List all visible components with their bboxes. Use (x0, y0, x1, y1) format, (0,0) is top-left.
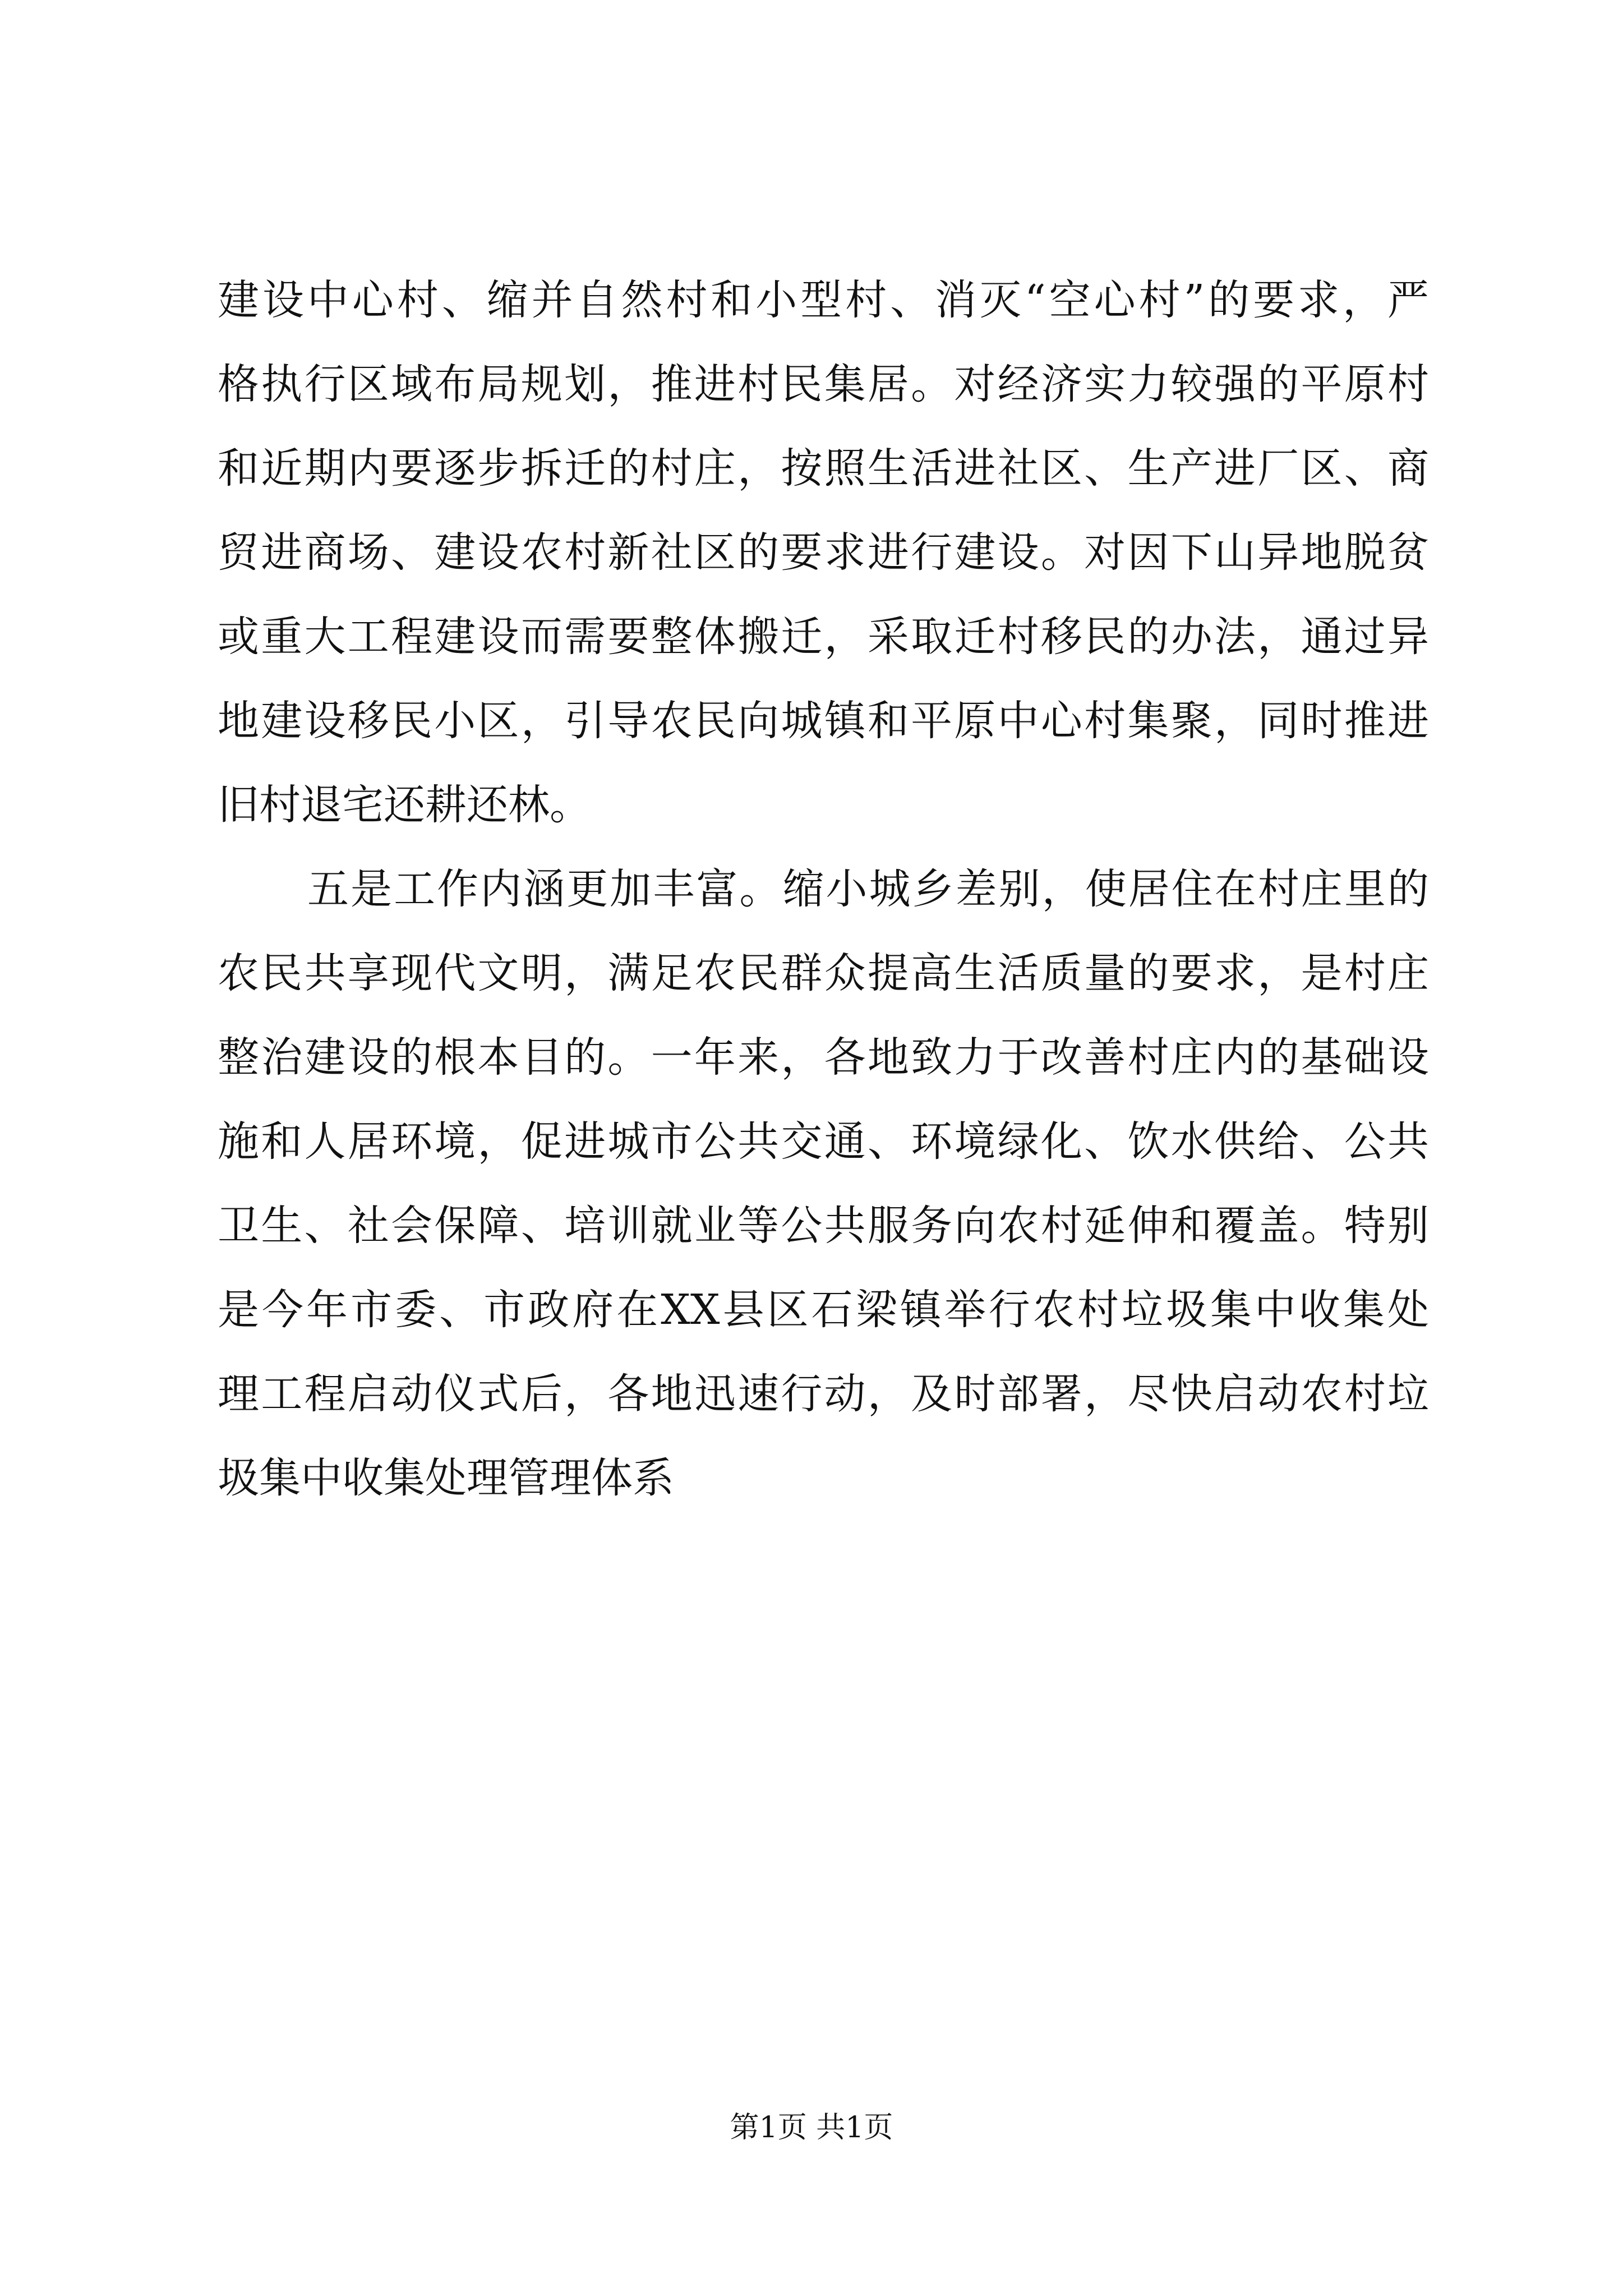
text-line: 或重大工程建设而需要整体搬迁，采取迁村移民的办法，通过异 (218, 613, 1429, 661)
text-line: 旧村退宅还耕还林。 (218, 781, 591, 829)
paragraph-2 (218, 847, 1429, 1520)
text-line: 格执行区域布局规划，推进村民集居。对经济实力较强的平原村 (218, 360, 1429, 408)
text-line: 整治建设的根本目的。一年来，各地致力于改善村庄内的基础设 (218, 1033, 1429, 1082)
document-body (218, 258, 1429, 1520)
text-line: 五是工作内涵更加丰富。缩小城乡差别，使居住在村庄里的 (307, 865, 1429, 913)
text-line: 贸进商场、建设农村新社区的要求进行建设。对因下山异地脱贫 (218, 528, 1429, 577)
text-line: 理工程启动仪式后，各地迅速行动，及时部署，尽快启动农村垃 (218, 1370, 1429, 1418)
text-line: 施和人居环境，促进城市公共交通、环境绿化、饮水供给、公共 (218, 1117, 1429, 1166)
text-line: 卫生、社会保障、培训就业等公共服务向农村延伸和覆盖。特别 (218, 1202, 1429, 1250)
page-footer: 第1页 共1页 (730, 2111, 893, 2145)
text-line: 和近期内要逐步拆迁的村庄，按照生活进社区、生产进厂区、商 (218, 444, 1429, 493)
text-line: 圾集中收集处理管理体系 (218, 1454, 674, 1502)
text-line: 地建设移民小区，引导农民向城镇和平原中心村集聚，同时推进 (218, 697, 1429, 745)
text-line: 农民共享现代文明，满足农民群众提高生活质量的要求，是村庄 (218, 949, 1429, 997)
text-line: 是今年市委、市政府在XX县区石梁镇举行农村垃圾集中收集处 (218, 1286, 1429, 1334)
text-line: 建设中心村、缩并自然村和小型村、消灭“空心村”的要求，严 (218, 276, 1429, 324)
paragraph-1 (218, 258, 1429, 847)
